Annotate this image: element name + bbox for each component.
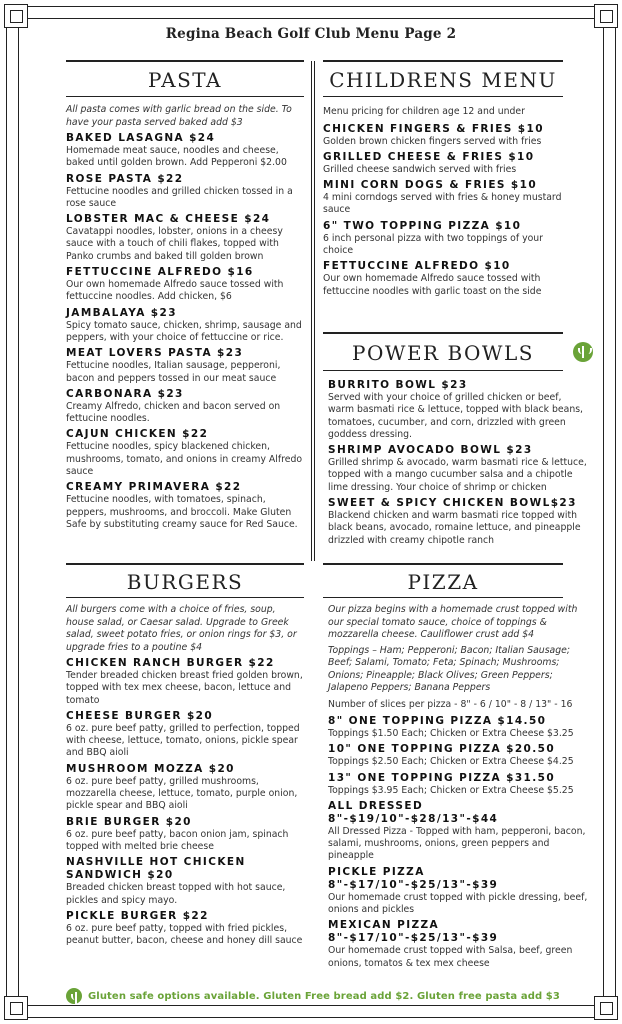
corner-ornament-top-left — [4, 4, 28, 28]
pizza-toppings: Toppings – Ham; Pepperoni; Bacon; Italian Sausage; Beef; Salami, Tomato; Feta; Spinach; Mushrooms; Onions; Pineapple; Black Olives; Green Peppers; Jalapeno Peppers; Banana Peppers — [328, 644, 570, 693]
page-title: Regina Beach Golf Club Menu Page 2 — [165, 26, 457, 42]
item-description: Creamy Alfredo, chicken and bacon served on fettucine noodles. — [66, 400, 281, 425]
item-description: Our homemade crust topped with Salsa, beef, green onions, tomatos & tex mex cheese — [328, 945, 573, 969]
footer-note — [66, 988, 560, 1004]
list-item — [328, 497, 590, 547]
item-name: BURRITO BOWL $23 — [328, 379, 468, 391]
pasta-heading: PASTA — [148, 68, 222, 92]
list-item — [328, 866, 590, 917]
column-divider — [311, 61, 315, 561]
item-name: LOBSTER MAC & CHEESE $24 — [66, 213, 271, 226]
item-name: BAKED LASAGNA $24 — [66, 132, 216, 144]
item-name: FETTUCCINE ALFREDO $16 — [66, 266, 254, 279]
item-name: 6" TWO TOPPING PIZZA $10 — [323, 219, 522, 232]
pasta-list — [66, 132, 304, 531]
bowls-rule-bottom — [323, 370, 563, 371]
list-item — [66, 710, 306, 760]
list-item — [328, 800, 590, 863]
item-name: FETTUCCINE ALFREDO $10 — [323, 260, 511, 273]
item-name: GRILLED CHEESE & FRIES $10 — [323, 150, 535, 163]
item-name: SHRIMP AVOCADO BOWL $23 — [328, 444, 533, 457]
item-name: CHEESE BURGER $20 — [66, 709, 214, 722]
item-description: Our own homemade Alfredo sauce tossed with fettuccine noodles with garlic toast on the side — [323, 273, 542, 297]
childrens-rule-bottom — [323, 96, 563, 97]
item-name: PICKLE BURGER $22 — [66, 909, 209, 922]
list-item — [66, 307, 304, 345]
item-description: 6 oz. pure beef patty, topped with fried pickles, peanut butter, bacon, cheese and honey dill sauce — [66, 922, 303, 947]
gluten-free-leaf-icon — [573, 342, 593, 362]
item-name: ALL DRESSED 8"-$19/10"-$28/13"-$44 — [328, 799, 499, 825]
pizza-intro: Our pizza begins with a homemade crust topped with our special tomato sauce, choice of toppings & mozzarella cheese. Cauliflower crust add $4 — [328, 604, 578, 640]
list-item — [66, 910, 306, 948]
item-name: MUSHROOM MOZZA $20 — [66, 762, 235, 775]
corner-ornament-bottom-left — [4, 996, 28, 1020]
pizza-slices: Number of slices per pizza - 8" - 6 / 10" - 8 / 13" - 16 — [328, 698, 573, 710]
item-description: 6 oz. pure beef patty, bacon onion jam, spinach topped with melted brie cheese — [66, 828, 289, 852]
pasta-rule-bottom — [66, 96, 304, 97]
pizza-list — [328, 715, 590, 970]
childrens-list — [323, 123, 563, 298]
list-item — [323, 220, 563, 258]
item-name: MEXICAN PIZZA 8"-$17/10"-$25/13"-$39 — [328, 919, 499, 945]
pizza-rule-top — [323, 563, 563, 565]
childrens-intro: Menu pricing for children age 12 and under — [323, 106, 525, 117]
item-description: Toppings $3.95 Each; Chicken or Extra Cheese $5.25 — [328, 784, 574, 796]
item-description: Breaded chicken breast topped with hot sauce, pickles and spicy mayo. — [66, 882, 286, 906]
childrens-heading: CHILDRENS MENU — [329, 68, 557, 92]
burgers-list — [66, 657, 306, 947]
list-item — [66, 132, 304, 170]
burgers-rule-bottom — [66, 597, 304, 598]
item-description: Our homemade crust topped with pickle dressing, beef, onions and pickles — [328, 891, 588, 916]
list-item — [328, 444, 590, 494]
item-name: CHICKEN FINGERS & FRIES $10 — [323, 122, 544, 135]
item-description: Blackend chicken and warm basmati rice topped with black beans, avocado, romaine lettuce, and pineapple drizzled with creamy chipotle ranch — [328, 510, 581, 546]
item-description: 6 inch personal pizza with two toppings of your choice — [323, 232, 544, 256]
item-name: JAMBALAYA $23 — [66, 306, 177, 319]
item-description: Spicy tomato sauce, chicken, shrimp, sausage and peppers, with your choice of fettuccine or rice. — [66, 319, 302, 343]
gluten-free-leaf-icon — [66, 988, 82, 1004]
childrens-section — [323, 106, 563, 301]
item-name: NASHVILLE HOT CHICKEN SANDWICH $20 — [66, 856, 246, 882]
item-name: 13" ONE TOPPING PIZZA $31.50 — [328, 771, 556, 784]
list-item — [328, 715, 590, 740]
list-item — [66, 266, 304, 304]
list-item — [66, 763, 306, 813]
list-item — [66, 816, 306, 854]
item-description: Fettucine noodles, with tomatoes, spinach, peppers, mushrooms, and broccoli. Make Gluten Safe by substituting creamy sauce for Red Sauce. — [66, 494, 298, 530]
list-item — [66, 481, 304, 531]
item-description: Grilled cheese sandwich served with fries — [323, 163, 517, 175]
item-name: CHICKEN RANCH BURGER $22 — [66, 657, 275, 669]
item-description: Fettucine noodles and grilled chicken tossed in a rose sauce — [66, 185, 293, 209]
list-item — [66, 856, 306, 907]
list-item — [66, 657, 306, 707]
item-name: 10" ONE TOPPING PIZZA $20.50 — [328, 743, 556, 756]
pizza-rule-bottom — [323, 597, 563, 598]
list-item — [66, 173, 304, 211]
footer-text: Gluten safe options available. Gluten Free bread add $2. Gluten free pasta add $3 — [88, 990, 560, 1002]
item-description: Homemade meat sauce, noodles and cheese, baked until golden brown. Add Pepperoni $2.00 — [66, 145, 287, 169]
list-item — [328, 743, 590, 768]
item-name: CARBONARA $23 — [66, 387, 184, 400]
childrens-rule-top — [323, 60, 563, 62]
list-item — [66, 213, 304, 263]
item-name: SWEET & SPICY CHICKEN BOWL$23 — [328, 497, 577, 510]
item-description: Golden brown chicken fingers served with fries — [323, 135, 542, 147]
item-description: Toppings $1.50 Each; Chicken or Extra Cheese $3.25 — [328, 728, 574, 739]
item-description: All Dressed Pizza - Topped with ham, pepperoni, bacon, salami, mushrooms, onions, green peppers and pineapple — [328, 825, 586, 862]
item-description: Our own homemade Alfredo sauce tossed with fettuccine noodles. Add chicken, $6 — [66, 279, 284, 303]
list-item — [328, 379, 590, 441]
item-description: 4 mini corndogs served with fries & honey mustard sauce — [323, 192, 562, 216]
power-bowls-heading: POWER BOWLS — [352, 341, 534, 365]
burgers-section — [66, 604, 306, 950]
item-description: Served with your choice of grilled chicken or beef, warm basmati rice & lettuce, topped with black beans, tomatoes, cucumber, and corn, drizzled with green goddess dressing. — [328, 392, 584, 440]
corner-ornament-top-right — [594, 4, 618, 28]
item-name: MINI CORN DOGS & FRIES $10 — [323, 179, 538, 192]
item-description: Grilled shrimp & avocado, warm basmati rice & lettuce, topped with a mango cucumber salsa and a chipotle lime dressing. Your choice of shrimp or chicken — [328, 457, 587, 493]
list-item — [328, 919, 590, 970]
bowls-rule-top — [323, 332, 563, 334]
item-description: Fettucine noodles, spicy blackened chicken, mushrooms, tomato, and onions in creamy Alfredo sauce — [66, 441, 303, 478]
list-item — [323, 123, 563, 148]
pizza-section — [328, 604, 590, 973]
list-item — [323, 151, 563, 176]
item-name: PICKLE PIZZA 8"-$17/10"-$25/13"-$39 — [328, 865, 499, 891]
item-description: 6 oz. pure beef patty, grilled to perfection, topped with cheese, lettuce, tomato, onions, pickle spear and BBQ aioli — [66, 722, 300, 759]
item-description: Tender breaded chicken breast fried golden brown, topped with tex mex cheese, bacon, lettuce and tomato — [66, 670, 303, 706]
pizza-heading: PIZZA — [407, 570, 479, 594]
list-item — [323, 179, 563, 217]
burgers-intro: All burgers come with a choice of fries, soup, house salad, or Caesar salad. Upgrade to Greek salad, sweet potato fries, or onion rings for $3, or upgrade fries to a poutine $4 — [66, 604, 297, 653]
burgers-rule-top — [66, 563, 304, 565]
item-description: 6 oz. pure beef patty, grilled mushrooms, mozzarella cheese, lettuce, tomato, purple onion, pickle spear and BBQ aioli — [66, 775, 298, 812]
pasta-rule-top — [66, 60, 304, 62]
item-description: Toppings $2.50 Each; Chicken or Extra Cheese $4.25 — [328, 756, 574, 768]
power-bowls-section — [328, 376, 590, 550]
item-name: CREAMY PRIMAVERA $22 — [66, 481, 242, 494]
corner-ornament-bottom-right — [594, 996, 618, 1020]
item-name: 8" ONE TOPPING PIZZA $14.50 — [328, 715, 547, 727]
list-item — [323, 260, 563, 298]
item-description: Fettucine noodles, Italian sausage, pepperoni, bacon and peppers tossed in our meat sauce — [66, 360, 281, 384]
list-item — [328, 772, 590, 797]
pasta-intro: All pasta comes with garlic bread on the side. To have your pasta served baked add $3 — [66, 104, 292, 128]
burgers-heading: BURGERS — [126, 570, 244, 594]
item-name: ROSE PASTA $22 — [66, 172, 184, 185]
pasta-section — [66, 104, 304, 534]
item-name: BRIE BURGER $20 — [66, 815, 192, 828]
item-name: CAJUN CHICKEN $22 — [66, 428, 209, 441]
list-item — [66, 347, 304, 385]
list-item — [66, 388, 304, 426]
list-item — [66, 428, 304, 478]
item-name: MEAT LOVERS PASTA $23 — [66, 347, 244, 360]
item-description: Cavatappi noodles, lobster, onions in a cheesy sauce with a touch of chili flakes, topped with Panko crumbs and baked till golden brown — [66, 226, 283, 262]
